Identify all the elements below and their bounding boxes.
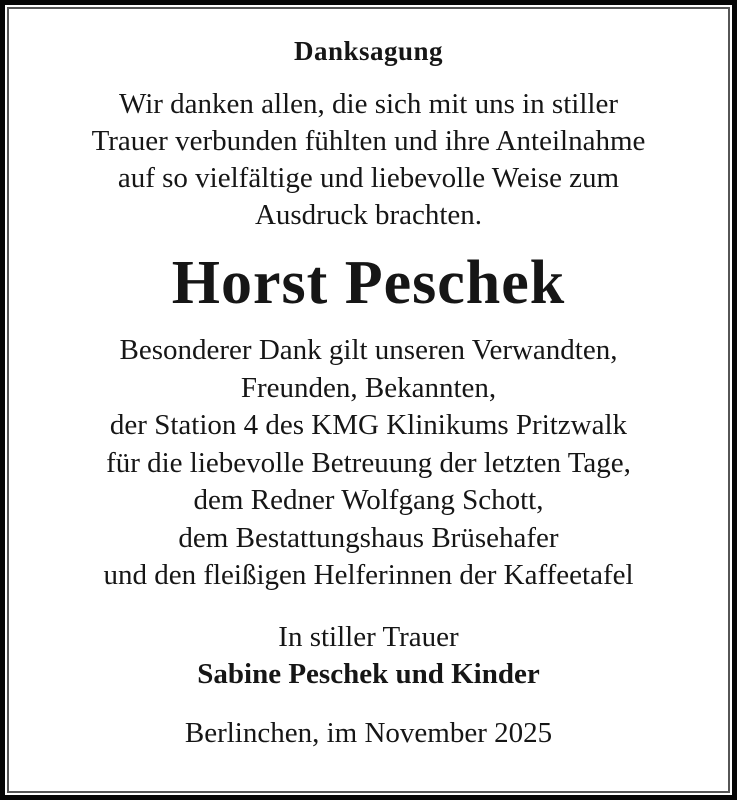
notice-inner-frame xyxy=(7,7,730,793)
thanks-line: Freunden, Bekannten, xyxy=(240,371,497,404)
mourners-names: Sabine Peschek und Kinder xyxy=(197,657,540,690)
thanks-line: für die liebevolle Betreuung der letzten Tage, xyxy=(106,446,631,479)
thanks-line: dem Bestattungshaus Brüsehafer xyxy=(178,521,559,554)
thanks-line: dem Redner Wolfgang Schott, xyxy=(193,484,544,516)
place-and-date: Berlinchen, im November 2025 xyxy=(184,716,553,749)
notice-title: Danksagung xyxy=(293,36,444,66)
thanks-line: der Station 4 des KMG Klinikums Pritzwalk xyxy=(109,409,628,441)
deceased-name: Horst Peschek xyxy=(171,249,566,317)
obituary-notice xyxy=(9,9,728,791)
closing-phrase: In stiller Trauer xyxy=(278,620,459,653)
intro-line: auf so vielfältige und liebevolle Weise zum xyxy=(117,162,620,194)
intro-line: Ausdruck brachten. xyxy=(254,199,483,231)
intro-line: Wir danken allen, die sich mit uns in stiller xyxy=(119,88,618,120)
thanks-line: Besonderer Dank gilt unseren Verwandten, xyxy=(119,334,618,366)
thanks-paragraph xyxy=(19,332,718,595)
intro-paragraph xyxy=(19,86,718,234)
thanks-line: und den fleißigen Helferinnen der Kaffeetafel xyxy=(103,559,634,591)
closing-block xyxy=(19,619,718,693)
intro-line: Trauer verbunden fühlten und ihre Anteilnahme xyxy=(91,125,646,157)
